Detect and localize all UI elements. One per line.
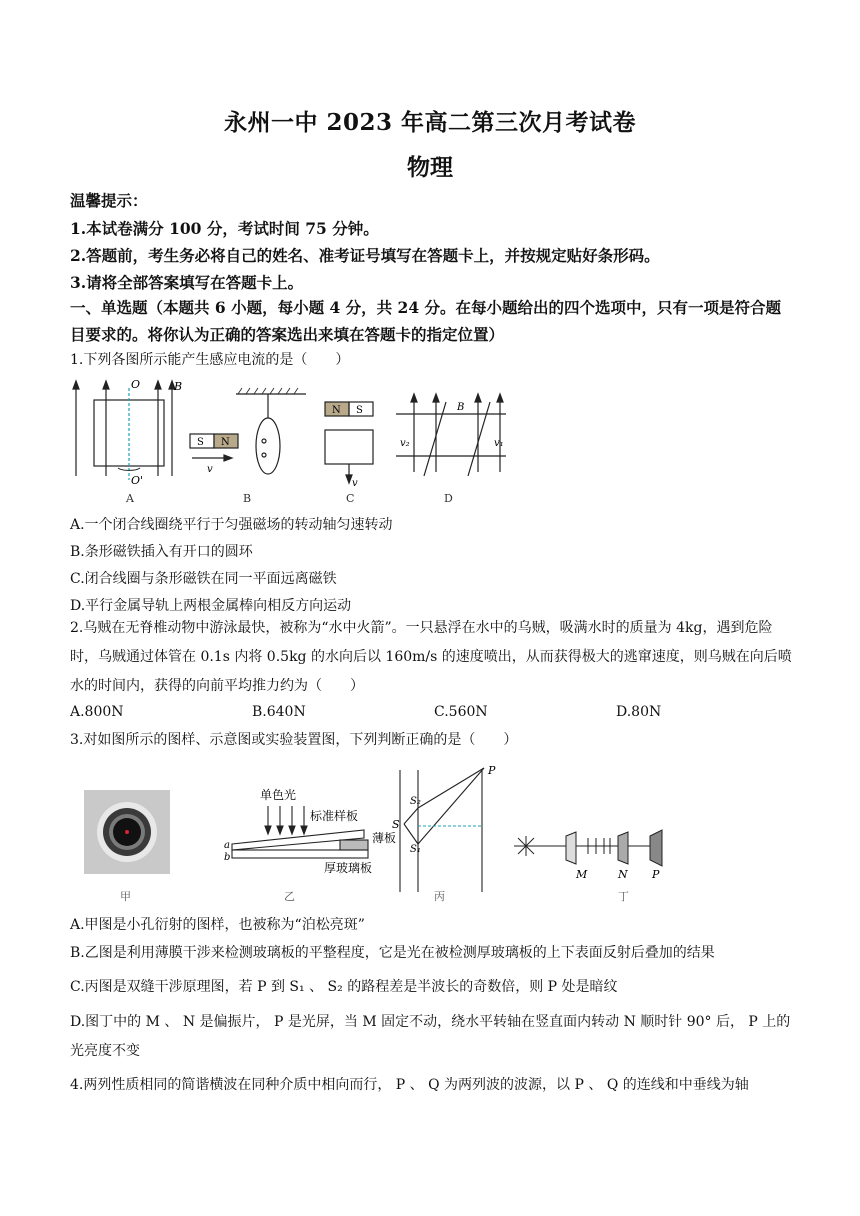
fig-3-label-p: P bbox=[488, 764, 496, 777]
fig-d-label-b: B bbox=[457, 402, 465, 413]
section-1-heading: 一、单选题（本题共 6 小题，每小题 4 分，共 24 分。在每小题给出的四个选项中，只有一项是符合题目要求的。将你认为正确的答案选出来填在答题卡的指定位置） bbox=[70, 298, 782, 344]
fig-3-label-light: 单色光 bbox=[260, 788, 297, 802]
fig-d-label-v2: v₂ bbox=[400, 438, 410, 449]
fig-3-label-s: S bbox=[392, 818, 400, 831]
fig-3-label-m: M bbox=[576, 868, 588, 881]
fig-label-a: A bbox=[126, 492, 134, 505]
figure-3-bing bbox=[400, 768, 484, 892]
q2-option-b: B.640N bbox=[252, 704, 306, 720]
fig-b-label-s: S bbox=[197, 437, 204, 448]
question-3-stem: 3.对如图所示的图样、示意图或实验装置图，下列判断正确的是（ ） bbox=[70, 732, 518, 748]
fig-c-label-v: v bbox=[352, 478, 358, 489]
fig-label-c: C bbox=[346, 492, 355, 505]
figure-1a bbox=[73, 381, 175, 480]
q2-option-c: C.560N bbox=[434, 704, 488, 720]
fig-3-label-a: a bbox=[224, 840, 230, 851]
fig-label-b: B bbox=[243, 492, 252, 505]
fig-b-label-v: v bbox=[207, 464, 213, 475]
q1-option-a: A.一个闭合线圈绕平行于匀强磁场的转动轴匀速转动 bbox=[70, 517, 393, 533]
q2-option-a: A.800N bbox=[70, 704, 124, 720]
question-1-figure bbox=[68, 376, 510, 506]
fig-label-d: D bbox=[444, 492, 453, 505]
tip-item-3: 3.请将全部答案填写在答题卡上。 bbox=[70, 273, 304, 292]
fig-3-label-p2: P bbox=[652, 868, 660, 881]
fig-3-label-s2: S₂ bbox=[410, 796, 421, 807]
exam-subject: 物理 bbox=[407, 154, 453, 181]
q1-option-c: C.闭合线圈与条形磁铁在同一平面远离磁铁 bbox=[70, 571, 337, 587]
q3-option-d: D.图丁中的 M 、 N 是偏振片， P 是光屏，当 M 固定不动，绕水平转轴在竖直面内转动 N 顺时针 90° 后， P 上的光亮度不变 bbox=[70, 1014, 791, 1059]
q1-option-d: D.平行金属导轨上两根金属棒向相反方向运动 bbox=[70, 598, 352, 614]
fig-a-label-b: B bbox=[174, 380, 183, 393]
q1-option-b: B.条形磁铁插入有开口的圆环 bbox=[70, 544, 253, 560]
question-3-figure bbox=[78, 760, 678, 908]
question-1-stem: 1.下列各图所示能产生感应电流的是（ ） bbox=[70, 352, 350, 368]
fig-a-label-o-prime: O' bbox=[131, 474, 144, 487]
q3-option-c: C.丙图是双缝干涉原理图，若 P 到 S₁ 、 S₂ 的路程差是半波长的奇数倍，则 P 处是暗纹 bbox=[70, 979, 618, 995]
fig-b-label-n: N bbox=[221, 437, 230, 448]
fig-d-label-v1: v₁ bbox=[494, 438, 504, 449]
fig-3-label-n: N bbox=[618, 868, 628, 881]
fig-3-label-thick-glass: 厚玻璃板 bbox=[324, 861, 373, 875]
q3-option-b: B.乙图是利用薄膜干涉来检测玻璃板的平整程度，它是光在被检测厚玻璃板的上下表面反射后叠加的结果 bbox=[70, 945, 715, 961]
tip-item-2: 2.答题前，考生务必将自己的姓名、准考证号填写在答题卡上，并按规定贴好条形码。 bbox=[70, 246, 660, 265]
fig-3-label-std-plate: 标准样板 bbox=[310, 809, 359, 823]
fig-c-label-n: N bbox=[332, 405, 341, 416]
tip-item-1: 1.本试卷满分 100 分，考试时间 75 分钟。 bbox=[70, 219, 379, 238]
exam-title: 永州一中 2023 年高二第三次月考试卷 bbox=[223, 109, 637, 136]
q3-option-a: A.甲图是小孔衍射的图样，也被称为“泊松亮斑” bbox=[70, 917, 365, 933]
q2-option-d: D.80N bbox=[616, 704, 662, 720]
figure-3-ding bbox=[514, 830, 662, 866]
question-2-stem: 2.乌贼在无脊椎动物中游泳最快，被称为“水中火箭”。一只悬浮在水中的乌贼，吸满水时的质量为 4kg，遇到危险时，乌贼通过体管在 0.1s 内将 0.5kg 的水向后以 160m/s 的速度喷出，从而获得极大的逃窜速度，则乌贼在向后喷水的时间内，获得的向前平均推力约为（ ） bbox=[70, 620, 792, 694]
figure-3-jia bbox=[84, 790, 170, 874]
fig-label-yi: 乙 bbox=[284, 890, 295, 903]
fig-label-jia: 甲 bbox=[120, 890, 131, 903]
question-4-stem: 4.两列性质相同的简谐横波在同种介质中相向而行， P 、 Q 为两列波的波源，以 P 、 Q 的连线和中垂线为轴 bbox=[70, 1077, 749, 1093]
fig-3-label-thin-plate: 薄板 bbox=[372, 831, 397, 845]
figure-1d bbox=[396, 394, 506, 476]
fig-label-ding: 丁 bbox=[618, 890, 629, 903]
fig-3-label-s1: S₁ bbox=[410, 844, 421, 855]
fig-3-label-b: b bbox=[224, 852, 231, 863]
fig-label-bing: 丙 bbox=[434, 890, 445, 903]
tips-heading: 温馨提示： bbox=[70, 191, 148, 210]
fig-a-label-o: O bbox=[131, 378, 141, 391]
figure-1b bbox=[190, 388, 306, 474]
fig-c-label-s: S bbox=[356, 405, 363, 416]
